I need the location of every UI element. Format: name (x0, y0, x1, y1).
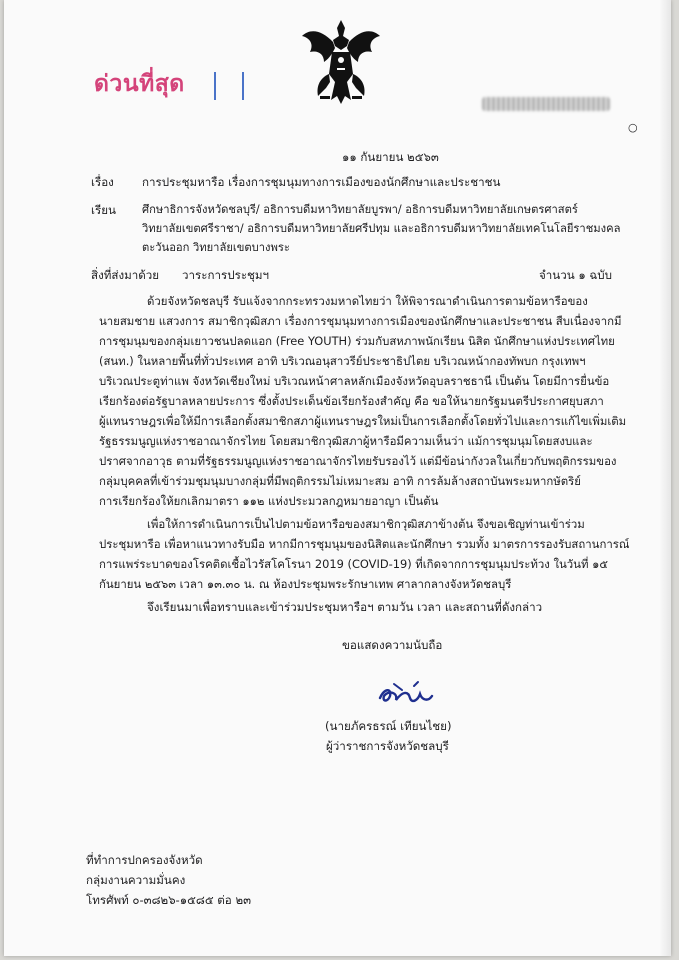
body-paragraph-2 (99, 514, 629, 594)
enclosure-count: จำนวน ๑ ฉบับ (539, 268, 613, 282)
letter-date: ๑๑ กันยายน ๒๕๖๓ (342, 150, 439, 164)
body-line: การแพร่ระบาดของโรคติดเชื้อไวรัสโคโรนา 2019 (COVID-19) ที่เกิดจากการชุมนุมประท้วง ในวันที่ ๑๕ (99, 557, 608, 571)
body-line: ผู้แทนราษฎรเพื่อให้มีการเลือกตั้งสมาชิกสภาผู้แทนราษฎรใหม่เป็นการเลือกตั้งโดยทั่วไปและการแก้ไขเพิ่มเติม (99, 414, 627, 428)
enclosure-text: วาระการประชุมฯ (182, 268, 270, 282)
body-line: เพื่อให้การดำเนินการเป็นไปตามข้อหารือของสมาชิกวุฒิสภาข้างต้น จึงขอเชิญท่านเข้าร่วม (147, 517, 585, 531)
subject-label: เรื่อง (91, 175, 114, 189)
signature-image (374, 680, 436, 710)
signer-title: ผู้ว่าราชการจังหวัดชลบุรี (326, 739, 449, 753)
body-line: ปราศจากอาวุธ ตามที่รัฐธรรมนูญแห่งราชอาณาจักรไทยรับรองไว้ แต่มีข้อน่ากังวลในเกี่ยวกับพฤติกรรมของ (99, 454, 617, 468)
enclosure-label: สิ่งที่ส่งมาด้วย (91, 268, 160, 282)
recipient-label: เรียน (91, 203, 116, 217)
footer-unit: กลุ่มงานความมั่นคง (86, 873, 186, 887)
signer-name: (นายภัครธรณ์ เทียนไชย) (325, 719, 452, 733)
body-line: กันยายน ๒๕๖๓ เวลา ๑๓.๓๐ น. ณ ห้องประชุมพระรักษาเทพ ศาลากลางจังหวัดชลบุรี (99, 577, 512, 591)
body-line: กลุ่มบุคคลที่เข้าร่วมชุมนุมบางกลุ่มที่มีพฤติกรรมไม่เหมาะสม อาทิ การล้มล้างสถาบันพระมหากษัตริย์ (99, 474, 581, 488)
redacted-reference-number (482, 97, 610, 111)
body-line: การเรียกร้องให้ยกเลิกมาตรา ๑๑๒ แห่งประมวลกฎหมายอาญา เป็นต้น (99, 494, 439, 508)
subject-text: การประชุมหารือ เรื่องการชุมนุมทางการเมืองของนักศึกษาและประชาชน (142, 175, 501, 189)
reference-circle-mark: ○ (628, 121, 638, 134)
recipient-line: ตะวันออก วิทยาลัยเขตบางพระ (142, 241, 290, 254)
body-line: เรียกร้องต่อรัฐบาลหลายประการ ซึ่งตั้งประเด็นข้อเรียกร้องสำคัญ คือ ขอให้นายกรัฐมนตรีประกาศยุบสภา (99, 394, 604, 408)
body-line: รัฐธรรมนูญแห่งราชอาณาจักรไทย โดยสมาชิกวุฒิสภาผู้หารือมีความเห็นว่า แม้การชุมนุมโดยสงบและ (99, 434, 593, 448)
footer-phone: โทรศัพท์ ๐-๓๘๒๖-๑๕๘๕ ต่อ ๒๓ (86, 893, 252, 907)
footer-office: ที่ทำการปกครองจังหวัด (86, 853, 203, 867)
body-paragraph-3: จึงเรียนมาเพื่อทราบและเข้าร่วมประชุมหารือฯ ตามวัน เวลา และสถานที่ดังกล่าว (147, 600, 543, 614)
body-line: นายสมชาย แสวงการ สมาชิกวุฒิสภา เรื่องการชุมนุมทางการเมืองของนักศึกษาและประชาชน สืบเนื่องจากมี (99, 314, 622, 328)
body-line: (สนท.) ในหลายพื้นที่ทั่วประเทศ อาทิ บริเวณอนุสาวรีย์ประชาธิปไตย บริเวณหน้ากองทัพบก กรุงเทพฯ (99, 354, 586, 368)
urgency-pen-marks (214, 72, 244, 100)
body-line: การชุมนุมของกลุ่มเยาวชนปลดแอก (Free YOUTH) ร่วมกับสหภาพนักเรียน นิสิต นักศึกษาแห่งประเทศไทย (99, 334, 615, 348)
body-line: ประชุมหารือ เพื่อหาแนวทางรับมือ หากมีการชุมนุมของนิสิตและนักศึกษา รวมทั้ง มาตรการรองรับสถานการณ์ (99, 537, 630, 551)
recipient-line: ศึกษาธิการจังหวัดชลบุรี/ อธิการบดีมหาวิทยาลัยบูรพา/ อธิการบดีมหาวิทยาลัยเกษตรศาสตร์ (142, 203, 578, 216)
letter-page (4, 0, 671, 956)
body-line: บริเวณประตูท่าแพ จังหวัดเชียงใหม่ บริเวณหน้าศาลหลักเมืองจังหวัดอุบลราชธานี เป็นต้น โดยมีการยื่นข้อ (99, 374, 610, 388)
recipient-line: วิทยาลัยเขตศรีราชา/ อธิการบดีมหาวิทยาลัยศรีปทุม และอธิการบดีมหาวิทยาลัยเทคโนโลยีราชมงคล (142, 222, 621, 235)
body-paragraph-1 (99, 291, 629, 511)
urgency-stamp: ด่วนที่สุด (94, 71, 185, 97)
closing-salutation: ขอแสดงความนับถือ (342, 638, 443, 652)
body-line: ด้วยจังหวัดชลบุรี รับแจ้งจากกระทรวงมหาดไทยว่า ให้พิจารณาดำเนินการตามข้อหารือของ (147, 294, 588, 308)
garuda-emblem-icon (300, 16, 382, 106)
page-edge-shadow (659, 0, 671, 956)
